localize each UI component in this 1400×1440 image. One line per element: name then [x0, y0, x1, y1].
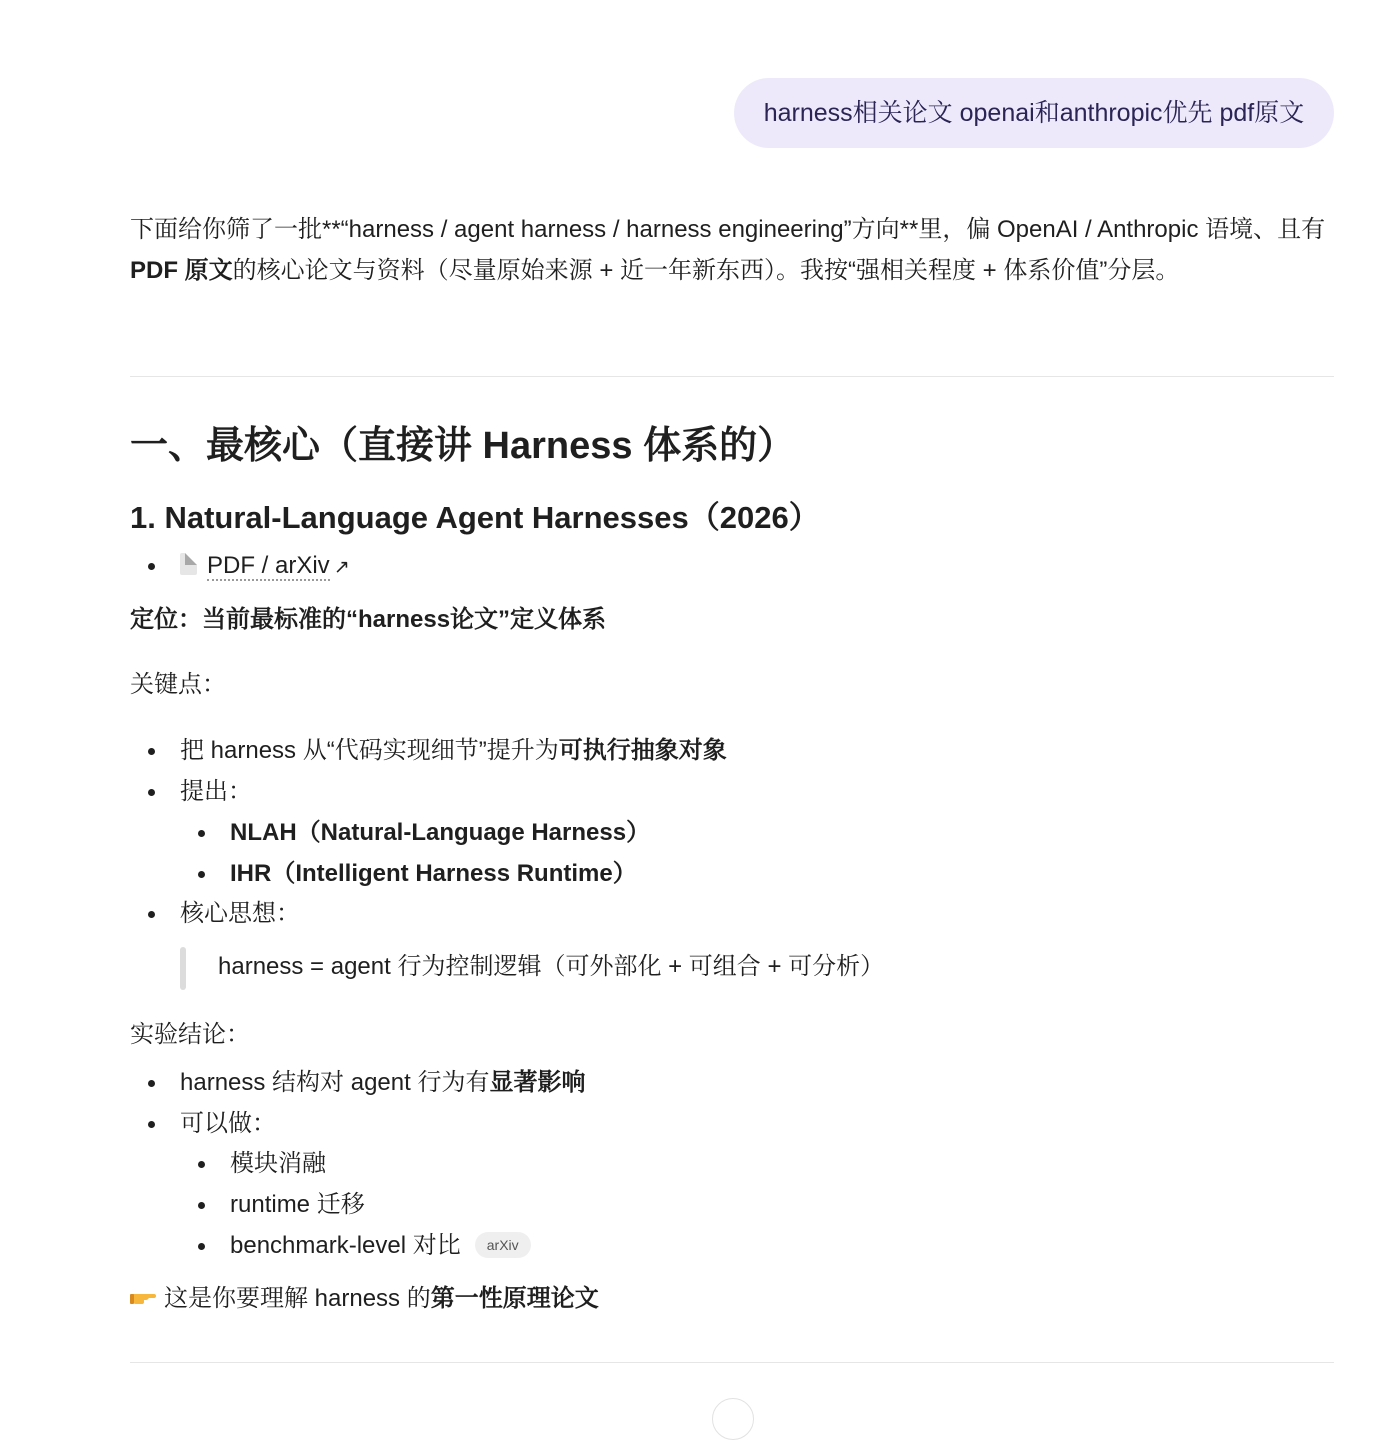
r1-text: harness 结构对 agent 行为有	[180, 1069, 490, 1096]
document-icon	[180, 553, 197, 575]
kp1-text: 把 harness 从“代码实现细节”提升为	[180, 737, 559, 764]
paper-position: 定位：当前最标准的“harness论文”定义体系	[130, 606, 607, 633]
list-item: 可以做：	[180, 1107, 276, 1141]
divider	[130, 1362, 1334, 1363]
source-badge[interactable]: arXiv	[475, 1232, 531, 1258]
conclusion-bold: 第一性原理论文	[430, 1285, 599, 1312]
external-link-icon[interactable]: ↗	[333, 557, 350, 578]
blockquote-bar	[180, 947, 186, 990]
r1-bold: 显著影响	[489, 1069, 586, 1096]
sub-list-item: 模块消融	[230, 1147, 326, 1181]
list-item	[180, 734, 727, 768]
section-heading: 一、最核心（直接讲 Harness 体系的）	[130, 425, 796, 467]
list-item	[180, 1066, 585, 1100]
intro-text-2: 的核心论文与资料（尽量原始来源 + 近一年新东西）。我按“强相关程度 + 体系价值”分层。	[232, 257, 1180, 284]
pdf-link-label: PDF / arXiv	[207, 552, 330, 579]
key-points-label: 关键点：	[130, 671, 226, 698]
user-message-bubble: harness相关论文 openai和anthropic优先 pdf原文	[734, 78, 1334, 148]
scroll-down-button[interactable]	[712, 1398, 754, 1440]
pointing-hand-icon	[130, 1285, 158, 1309]
divider	[130, 376, 1334, 377]
r2-sub3-text: benchmark-level 对比	[230, 1232, 461, 1259]
conclusion-line	[130, 1282, 599, 1316]
results-label: 实验结论：	[130, 1021, 250, 1048]
intro-paragraph	[130, 209, 1334, 291]
list-item: 提出：	[180, 775, 252, 809]
sub-list-item: IHR（Intelligent Harness Runtime）	[230, 857, 637, 891]
sub-list-item: NLAH（Natural-Language Harness）	[230, 816, 650, 850]
pdf-arxiv-link[interactable]	[207, 552, 330, 581]
blockquote-text: harness = agent 行为控制逻辑（可外部化 + 可组合 + 可分析）	[218, 953, 885, 980]
paper-title: 1. Natural-Language Agent Harnesses（2026）	[130, 500, 820, 535]
intro-text-1: 下面给你筛了一批**“harness / agent harness / harness engineering”方向**里，偏 OpenAI / Anthropic 语境、且有	[130, 216, 1326, 243]
conclusion-text: 这是你要理解 harness 的	[164, 1285, 431, 1312]
pdf-link-item	[180, 549, 350, 585]
list-item: 核心思想：	[180, 897, 300, 931]
sub-list-item	[230, 1229, 531, 1263]
sub-list-item: runtime 迁移	[230, 1188, 365, 1222]
intro-bold-pdf: PDF 原文	[130, 257, 233, 284]
kp1-bold: 可执行抽象对象	[558, 737, 727, 764]
